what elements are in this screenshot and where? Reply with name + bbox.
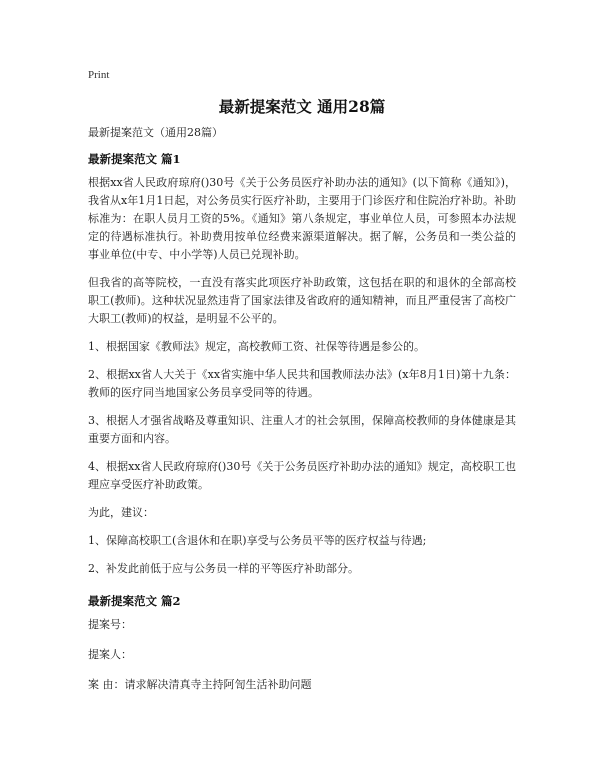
document-subtitle: 最新提案范文（通用28篇）: [88, 126, 223, 139]
list-item: 1、保障高校职工(含退休和在职)享受与公务员平等的医疗权益与待遇;: [88, 534, 427, 547]
paragraph: 根据xx省人民政府琼府()30号《关于公务员医疗补助办法的通知》(以下简称《通知》)，我省从x年1月1日起，对公务员实行医疗补助，主要用于门诊医疗和住院治疗补助。补助标准为：在职人员月工资的5%。《通知》第八条规定，事业单位人员，可参照本办法规定的待遇标准执行。补助费用按单位经费来源渠道解决。据了解，公务员和一类公益的事业单位(中专、中小学等)人员已兑现补助。: [88, 176, 516, 261]
proposal-number-field: 提案号：: [88, 618, 132, 631]
list-item: 4、根据xx省人民政府琼府()30号《关于公务员医疗补助办法的通知》规定，高校职工也理应享受医疗补助政策。: [88, 460, 516, 491]
print-label: Print: [88, 69, 110, 81]
list-item: 2、补发此前低于应与公务员一样的平等医疗补助部分。: [88, 562, 359, 575]
proposer-field: 提案人：: [88, 648, 132, 661]
list-item: 3、根据人才强省战略及尊重知识、注重人才的社会氛围，保障高校教师的身体健康是其重要方面和内容。: [88, 414, 516, 445]
document-page: [88, 68, 516, 706]
list-item: 2、根据xx省人大关于《xx省实施中华人民共和国教师法办法》(x年8月1日)第十九条：教师的医疗同当地国家公务员享受同等的待遇。: [88, 368, 516, 399]
document-title: 最新提案范文 通用28篇: [218, 97, 386, 116]
case-line: 案 由：请求解决清真寺主持阿訇生活补助问题: [88, 678, 312, 691]
paragraph: 为此，建议：: [88, 506, 154, 519]
paragraph: 但我省的高等院校，一直没有落实此项医疗补助政策，这包括在职的和退休的全部高校职工(教师)。这种状况显然违背了国家法律及省政府的通知精神，而且严重侵害了高校广大职工(教师)的权益，是明显不公平的。: [88, 276, 516, 325]
section-heading-1: 最新提案范文 篇1: [88, 152, 181, 166]
section-heading-2: 最新提案范文 篇2: [88, 594, 181, 608]
list-item: 1、根据国家《教师法》规定，高校教师工资、社保等待遇是参公的。: [88, 340, 425, 353]
